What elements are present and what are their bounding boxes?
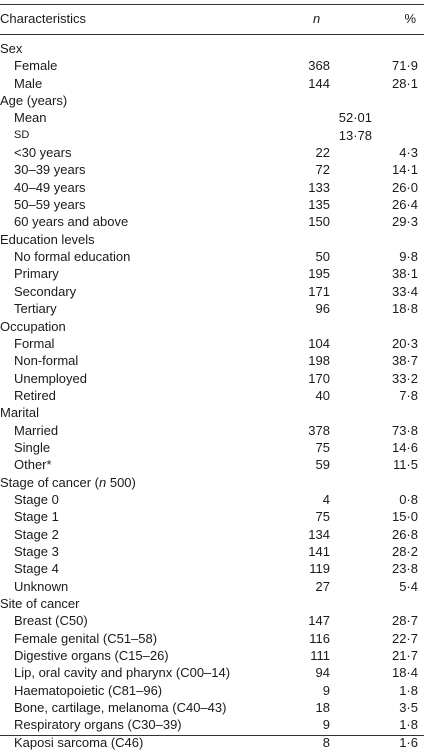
table-row	[0, 109, 424, 126]
row-percent-value: 18·8	[391, 301, 418, 317]
row-percent-value: 5·4	[399, 578, 418, 594]
row-percent-value: 73·8	[391, 422, 418, 438]
row-label: Stage 2	[14, 526, 59, 542]
row-label: Female genital (C51–58)	[14, 630, 158, 646]
table-row	[0, 75, 424, 92]
row-percent-value: 14·1	[391, 162, 418, 178]
table-row	[0, 699, 424, 716]
table-row	[0, 300, 424, 317]
row-n-value: 134	[308, 526, 330, 542]
row-label: Primary	[14, 266, 59, 282]
section-label: Sex	[0, 41, 23, 56]
row-label: SD	[14, 128, 30, 141]
row-percent-value: 18·4	[391, 665, 418, 681]
table-row	[0, 144, 424, 161]
bottom-rule	[0, 735, 424, 736]
table-row	[0, 370, 424, 387]
row-percent-value: 15·0	[391, 509, 418, 525]
row-n-value: 27	[315, 578, 330, 594]
row-label: Secondary	[14, 283, 77, 299]
row-label: Tertiary	[14, 301, 57, 317]
table-row	[0, 57, 424, 74]
table-row	[0, 283, 424, 300]
table-row	[0, 265, 424, 282]
header-rule	[0, 34, 424, 35]
row-label: <30 years	[14, 145, 72, 161]
row-label: Unknown	[14, 578, 69, 594]
table-row	[0, 526, 424, 543]
row-percent-value: 29·3	[391, 214, 418, 230]
row-label: Other*	[14, 457, 52, 473]
row-label: Digestive organs (C15–26)	[14, 648, 169, 664]
table-row	[0, 127, 424, 144]
table-row	[0, 196, 424, 213]
table-row	[0, 682, 424, 699]
row-label: Retired	[14, 387, 56, 403]
row-percent-value: 0·8	[399, 491, 418, 507]
table-row	[0, 543, 424, 560]
row-label: Stage 0	[14, 491, 59, 507]
table-row	[0, 491, 424, 508]
row-label: Bone, cartilage, melanoma (C40–43)	[14, 700, 227, 716]
row-n-value: 22	[315, 145, 330, 161]
row-n-value: 133	[308, 179, 330, 195]
row-n-value: 75	[315, 509, 330, 525]
header-percent: %	[404, 11, 416, 26]
table-row	[0, 578, 424, 595]
row-label: Stage 3	[14, 543, 59, 559]
row-percent-value: 11·5	[392, 457, 418, 473]
row-label: Stage 4	[14, 561, 59, 577]
row-n-value: 141	[308, 543, 330, 559]
row-label: Mean	[14, 110, 47, 126]
row-label: Lip, oral cavity and pharynx (C00–14)	[14, 665, 231, 681]
table-row	[0, 161, 424, 178]
row-label: Married	[14, 422, 59, 438]
table-row	[0, 647, 424, 664]
row-label: 40–49 years	[14, 179, 86, 195]
row-mean-value: 13·78	[338, 127, 372, 143]
row-percent-value: 21·7	[391, 648, 418, 664]
row-percent-value: 3·5	[399, 700, 418, 716]
section-heading-row	[0, 231, 424, 248]
row-n-value: 72	[315, 162, 330, 178]
row-label: 30–39 years	[14, 162, 86, 178]
row-label: Male	[14, 75, 43, 91]
row-percent-value: 20·3	[391, 335, 418, 351]
table-row	[0, 335, 424, 352]
row-label: Female	[14, 58, 58, 74]
row-label: Formal	[14, 335, 55, 351]
row-n-value: 50	[315, 249, 330, 265]
section-label: Site of cancer	[0, 596, 80, 611]
row-percent-value: 1·6	[399, 734, 418, 750]
row-label: Stage 1	[14, 509, 59, 525]
table-row	[0, 456, 424, 473]
section-heading-row	[0, 474, 424, 491]
row-n-value: 144	[308, 75, 330, 91]
row-label: Single	[14, 439, 51, 455]
row-n-value: 59	[315, 457, 330, 473]
section-label: Stage of cancer (n 500)	[0, 474, 136, 490]
row-n-value: 9	[322, 682, 330, 698]
table-row	[0, 560, 424, 577]
row-percent-value: 22·7	[391, 630, 418, 646]
row-n-value: 368	[308, 58, 330, 74]
row-n-value: 135	[308, 197, 330, 213]
row-label: 60 years and above	[14, 214, 129, 230]
row-percent-value: 28·2	[391, 543, 418, 559]
row-n-value: 378	[308, 422, 330, 438]
table-row	[0, 248, 424, 265]
row-n-value: 18	[315, 700, 330, 716]
row-percent-value: 23·8	[391, 561, 418, 577]
row-percent-value: 14·6	[391, 439, 418, 455]
row-n-value: 150	[308, 214, 330, 230]
table-row	[0, 508, 424, 525]
table-body	[0, 40, 424, 751]
row-n-value: 4	[322, 491, 330, 507]
row-label: No formal education	[14, 249, 131, 265]
row-n-value: 94	[315, 665, 330, 681]
row-n-value: 198	[308, 353, 330, 369]
table-row	[0, 734, 424, 751]
row-percent-value: 26·4	[391, 197, 418, 213]
section-heading-row	[0, 318, 424, 335]
row-n-value: 119	[309, 561, 330, 577]
row-label: Respiratory organs (C30–39)	[14, 717, 182, 733]
row-n-value: 9	[322, 717, 330, 733]
table-row	[0, 179, 424, 196]
row-label: 50–59 years	[14, 197, 86, 213]
row-label: Breast (C50)	[14, 613, 88, 629]
row-percent-value: 33·4	[391, 283, 418, 299]
row-percent-value: 33·2	[391, 370, 418, 386]
row-percent-value: 28·7	[391, 613, 418, 629]
row-label: Non-formal	[14, 353, 79, 369]
row-percent-value: 7·8	[399, 387, 418, 403]
row-percent-value: 1·8	[399, 717, 418, 733]
header-n: n	[313, 11, 321, 26]
row-n-value: 171	[308, 283, 330, 299]
section-heading-row	[0, 40, 424, 57]
row-percent-value: 4·3	[399, 145, 418, 161]
table-row	[0, 422, 424, 439]
row-n-value: 116	[309, 630, 330, 646]
row-percent-value: 26·0	[391, 179, 418, 195]
table-row	[0, 352, 424, 369]
section-label: Age (years)	[0, 93, 68, 109]
table-row	[0, 612, 424, 629]
row-n-value: 111	[310, 648, 330, 664]
row-n-value: 8	[322, 734, 330, 750]
row-percent-value: 71·9	[391, 58, 418, 74]
row-n-value: 104	[308, 335, 330, 351]
row-percent-value: 26·8	[391, 526, 418, 542]
row-n-value: 170	[308, 370, 330, 386]
row-percent-value: 38·1	[391, 266, 418, 282]
row-label: Kaposi sarcoma (C46)	[14, 734, 144, 750]
row-percent-value: 38·7	[391, 353, 418, 369]
row-percent-value: 9·8	[399, 249, 418, 265]
section-label: Education levels	[0, 231, 95, 247]
table-row	[0, 716, 424, 733]
table-row	[0, 213, 424, 230]
row-percent-value: 28·1	[391, 75, 418, 91]
row-percent-value: 1·8	[399, 682, 418, 698]
row-n-value: 195	[308, 266, 330, 282]
row-n-value: 40	[315, 387, 330, 403]
row-n-value: 75	[315, 439, 330, 455]
table-row	[0, 387, 424, 404]
row-n-value: 96	[315, 301, 330, 317]
section-label: Marital	[0, 405, 40, 421]
section-label: Occupation	[0, 318, 66, 334]
top-rule	[0, 4, 424, 5]
row-n-value: 147	[308, 613, 330, 629]
table-row	[0, 664, 424, 681]
table-row	[0, 439, 424, 456]
section-heading-row	[0, 92, 424, 109]
table-row	[0, 630, 424, 647]
row-label: Unemployed	[14, 370, 87, 386]
row-mean-value: 52·01	[338, 110, 372, 126]
row-label: Haematopoietic (C81–96)	[14, 682, 163, 698]
section-heading-row	[0, 404, 424, 421]
section-heading-row	[0, 595, 424, 612]
header-characteristics: Characteristics	[0, 11, 86, 26]
